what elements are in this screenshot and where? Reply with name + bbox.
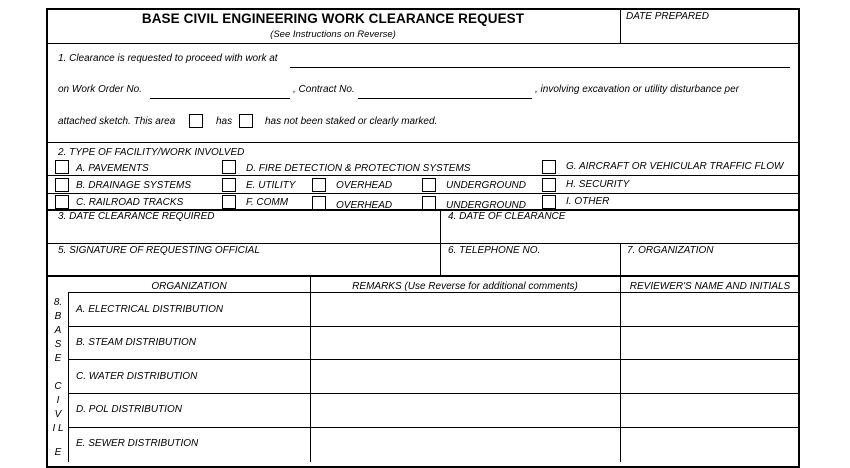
remarks-cell[interactable] [311, 327, 619, 359]
reviewer-cell[interactable] [621, 360, 798, 392]
contract-number-field[interactable] [358, 86, 532, 99]
divider [68, 292, 69, 462]
aircraft-traffic-checkbox[interactable] [542, 160, 556, 174]
clearance-text: 1. Clearance is requested to proceed with work at [58, 53, 278, 64]
remarks-cell[interactable] [311, 394, 619, 426]
divider [46, 142, 800, 143]
fire-detection-label: D. FIRE DETECTION & PROTECTION SYSTEMS [246, 163, 471, 174]
organization-field[interactable] [622, 256, 798, 274]
utility-underground-checkbox[interactable] [422, 178, 436, 192]
has-not-checkbox[interactable] [239, 114, 253, 128]
signature-label: 5. SIGNATURE OF REQUESTING OFFICIAL [58, 245, 260, 256]
date-required-field[interactable] [48, 222, 438, 242]
side-label-char: E [54, 447, 62, 458]
pavements-label: A. PAVEMENTS [76, 163, 149, 174]
remarks-cell[interactable] [311, 293, 619, 325]
side-label-char: C [54, 381, 62, 392]
work-location-field[interactable] [290, 55, 790, 68]
telephone-field[interactable] [442, 256, 618, 274]
facility-heading: 2. TYPE OF FACILITY/WORK INVOLVED [58, 147, 245, 158]
utility-overhead-checkbox[interactable] [312, 178, 326, 192]
has-not-label: has not been staked or clearly marked. [265, 116, 438, 127]
side-label-char: V [54, 409, 62, 420]
drainage-label: B. DRAINAGE SYSTEMS [76, 180, 192, 191]
utility-label: E. UTILITY [246, 180, 296, 191]
has-label: has [216, 116, 233, 127]
utility-checkbox[interactable] [222, 178, 236, 192]
divider [46, 43, 800, 44]
remarks-cell[interactable] [311, 428, 619, 455]
side-label-char: S [54, 339, 62, 350]
contract-label: , Contract No. [293, 84, 355, 95]
divider [46, 275, 800, 277]
reviewer-cell[interactable] [621, 293, 798, 325]
reviewer-cell[interactable] [621, 428, 798, 455]
comm-label: F. COMM [246, 197, 289, 208]
reviewer-cell[interactable] [621, 394, 798, 426]
row-organization: D. POL DISTRIBUTION [76, 404, 182, 415]
aircraft-traffic-label: G. AIRCRAFT OR VEHICULAR TRAFFIC FLOW [566, 161, 784, 172]
side-label-char: B [54, 311, 62, 322]
telephone-label: 6. TELEPHONE NO. [448, 245, 541, 256]
other-checkbox[interactable] [542, 195, 556, 209]
reviewer-header: REVIEWER'S NAME AND INITIALS [629, 281, 791, 292]
date-required-label: 3. DATE CLEARANCE REQUIRED [58, 211, 215, 222]
reviewer-cell[interactable] [621, 327, 798, 359]
utility-underground-label: UNDERGROUND [446, 180, 526, 191]
security-label: H. SECURITY [566, 179, 630, 190]
railroad-label: C. RAILROAD TRACKS [76, 197, 184, 208]
form-title: BASE CIVIL ENGINEERING WORK CLEARANCE REQUEST [141, 11, 525, 26]
organization-header: ORGANIZATION [151, 281, 227, 292]
side-label-char: I L [52, 423, 64, 434]
divider [620, 8, 621, 44]
drainage-checkbox[interactable] [55, 178, 69, 192]
row-organization: B. STEAM DISTRIBUTION [76, 337, 197, 348]
work-order-label: on Work Order No. [58, 84, 142, 95]
comm-overhead-label: OVERHEAD [336, 200, 393, 211]
divider [46, 243, 800, 244]
signature-field[interactable] [48, 256, 438, 274]
pavements-checkbox[interactable] [55, 160, 69, 174]
remarks-header: REMARKS (Use Reverse for additional comments) [352, 281, 578, 292]
row-organization: C. WATER DISTRIBUTION [76, 371, 198, 382]
comm-underground-label: UNDERGROUND [446, 200, 526, 211]
row-organization: E. SEWER DISTRIBUTION [76, 438, 199, 449]
organization-label: 7. ORGANIZATION [627, 245, 714, 256]
date-prepared-label: DATE PREPARED [626, 11, 709, 22]
divider [46, 193, 800, 194]
involving-text: , involving excavation or utility disturbance per [535, 84, 739, 95]
railroad-checkbox[interactable] [55, 195, 69, 209]
sketch-label: attached sketch. This area [58, 116, 176, 127]
date-prepared-field[interactable] [622, 24, 798, 43]
comm-overhead-checkbox[interactable] [312, 196, 326, 210]
other-label: I. OTHER [566, 196, 610, 207]
side-label-char: A [54, 325, 62, 336]
work-order-field[interactable] [150, 86, 290, 99]
date-of-clearance-label: 4. DATE OF CLEARANCE [448, 211, 566, 222]
date-of-clearance-field[interactable] [442, 222, 798, 242]
divider [620, 243, 621, 275]
side-label-char: I [56, 395, 60, 406]
comm-checkbox[interactable] [222, 195, 236, 209]
row-organization: A. ELECTRICAL DISTRIBUTION [76, 304, 224, 315]
form-subtitle: (See Instructions on Reverse) [270, 29, 396, 40]
divider [46, 175, 800, 176]
utility-overhead-label: OVERHEAD [336, 180, 393, 191]
side-label-char: E [54, 353, 62, 364]
remarks-cell[interactable] [311, 360, 619, 392]
fire-detection-checkbox[interactable] [222, 160, 236, 174]
has-checkbox[interactable] [189, 114, 203, 128]
security-checkbox[interactable] [542, 178, 556, 192]
side-label-char: 8. [53, 297, 63, 308]
comm-underground-checkbox[interactable] [422, 196, 436, 210]
